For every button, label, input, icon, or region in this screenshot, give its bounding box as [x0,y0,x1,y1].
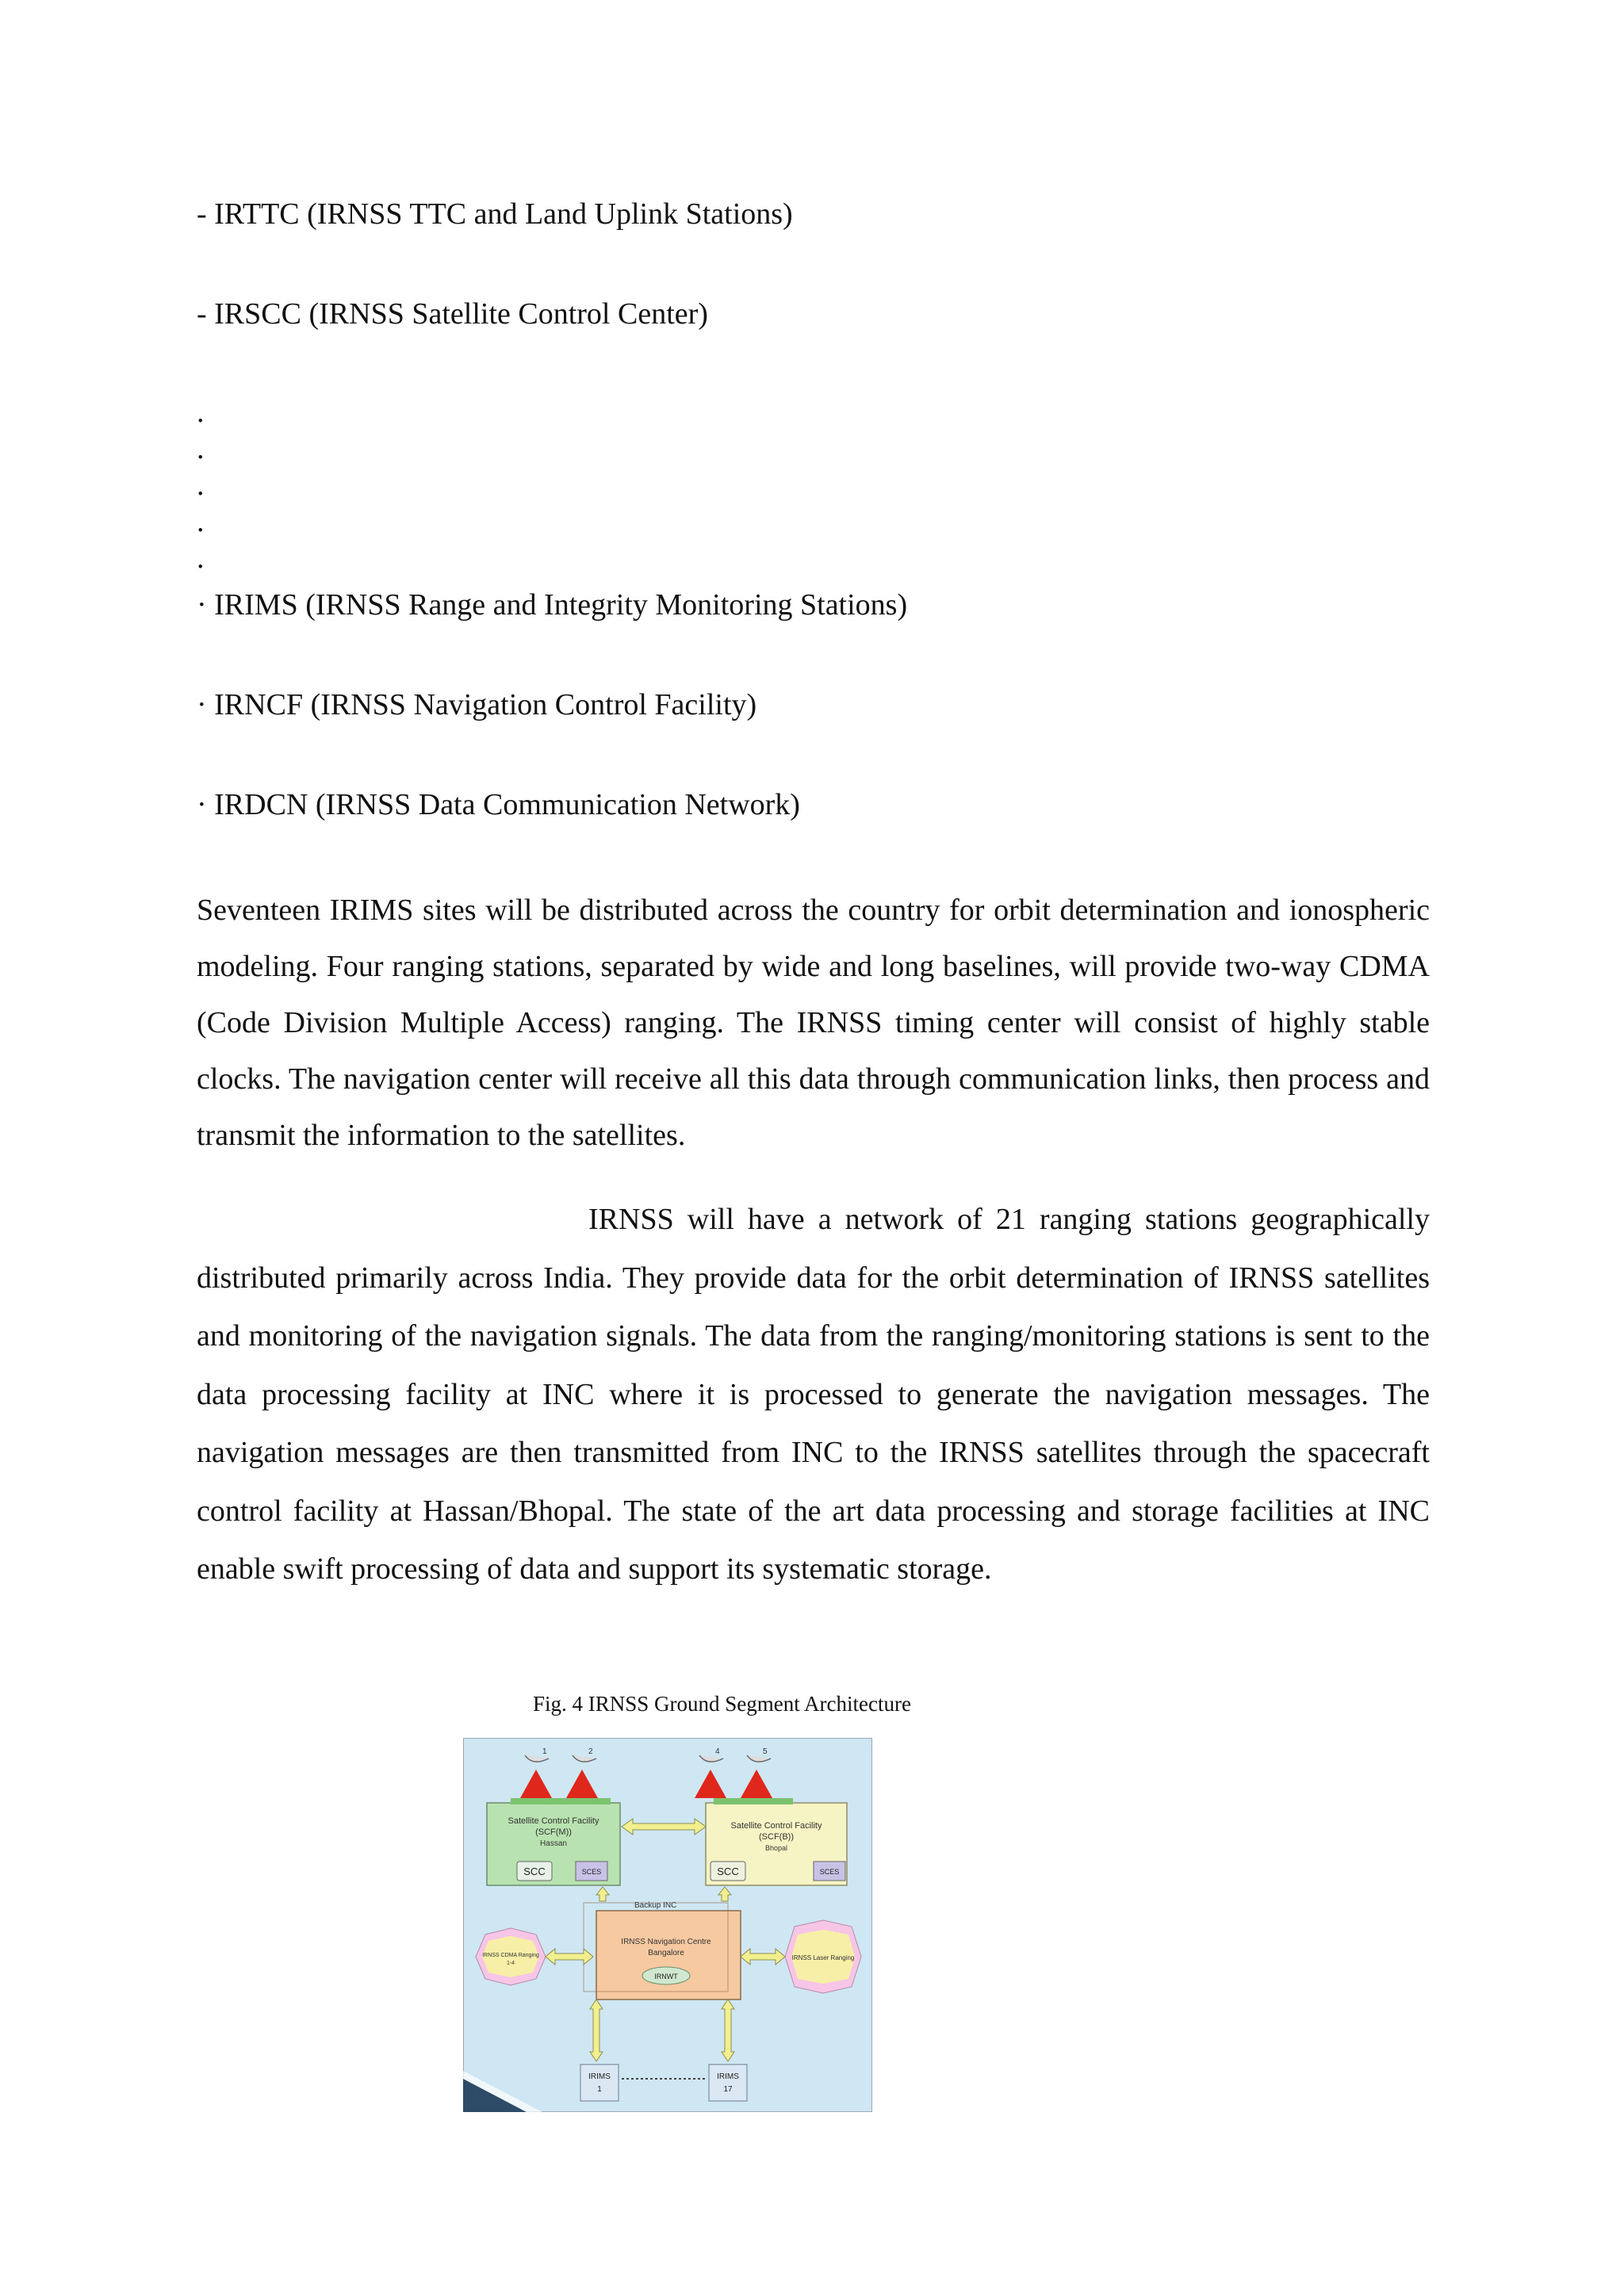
svg-text:IRIMS: IRIMS [717,2072,739,2081]
svg-text:Backup INC: Backup INC [634,1901,677,1910]
list-item-irdcn: · IRDCN (IRNSS Data Communication Network) [197,788,800,821]
list-item-irttc: - IRTTC (IRNSS TTC and Land Uplink Stations) [197,197,793,231]
svg-text:Bhopal: Bhopal [764,1844,788,1852]
list-item-irscc: - IRSCC (IRNSS Satellite Control Center) [197,297,708,331]
ellipsis-dot: . [197,432,205,465]
svg-text:IRNSS CDMA Ranging: IRNSS CDMA Ranging [482,1953,539,1958]
paragraph-irims-sites: Seventeen IRIMS sites will be distributed across the country for orbit determination and ionospheric modeling. Four ranging stations, separated by wide and long baselines, will provide two-way CDMA (Code Division Multiple Access) ranging. The IRNSS timing center will consist of highly stable clocks. The navigation center will receive all this data through communication links, then process and transmit the information to the satellites. [197,894,1430,1152]
svg-text:IRNSS Navigation Centre: IRNSS Navigation Centre [621,1938,711,1946]
list-item-irims: · IRIMS (IRNSS Range and Integrity Monitoring Stations) [197,588,908,622]
inc-box [584,1901,741,1999]
ellipsis-dot: . [197,505,205,538]
svg-text:Bangalore: Bangalore [648,1949,684,1957]
svg-text:1: 1 [597,2085,602,2094]
svg-text:SCC: SCC [523,1866,546,1877]
figure-caption: Fig. 4 IRNSS Ground Segment Architecture [533,1692,911,1716]
svg-text:SCES: SCES [819,1868,840,1876]
svg-text:5: 5 [763,1747,768,1756]
ground-segment-diagram [463,1738,872,2112]
svg-text:IRIMS: IRIMS [588,2072,611,2081]
ellipsis-dot: . [197,396,205,429]
laser-ranging-octagon [785,1920,861,1993]
svg-text:(SCF(M)): (SCF(M)) [535,1827,572,1837]
svg-text:1: 1 [542,1747,547,1756]
svg-text:SCES: SCES [581,1868,602,1876]
scf-bhopal-box [706,1798,847,1885]
svg-text:1-4: 1-4 [506,1961,515,1966]
svg-text:Satellite Control Facility: Satellite Control Facility [730,1821,822,1831]
ellipsis-dot: . [197,469,205,502]
scf-hassan-box [487,1798,620,1885]
cdma-ranging-octagon [476,1928,546,1985]
ellipsis-dot: . [197,541,205,575]
irims-1-box [580,2064,619,2101]
list-item-irncf: · IRNCF (IRNSS Navigation Control Facility) [197,688,757,721]
svg-text:2: 2 [588,1747,593,1756]
svg-text:IRNWT: IRNWT [654,1973,678,1980]
paragraph-ranging-stations [197,1191,1430,1599]
svg-text:Hassan: Hassan [540,1839,567,1848]
paragraph-ranging-text: IRNSS will have a network of 21 ranging stations geographically distributed primarily across India. They provide data for the orbit determination of IRNSS satellites and monitoring of the navigation signals. The data from the ranging/monitoring stations is sent to the data processing facility at INC where it is processed to generate the navigation messages. The navigation messages are then transmitted from INC to the IRNSS satellites through the spacecraft control facility at Hassan/Bhopal. The state of the art data processing and storage facilities at INC enable swift processing of data and support its systematic storage. [197,1203,1430,1586]
svg-text:4: 4 [715,1747,720,1756]
svg-text:(SCF(B)): (SCF(B)) [759,1832,794,1842]
irims-17-box [709,2064,747,2101]
svg-text:SCC: SCC [717,1866,739,1877]
svg-text:17: 17 [723,2085,733,2094]
svg-text:Satellite Control Facility: Satellite Control Facility [508,1816,599,1826]
svg-text:IRNSS Laser Ranging: IRNSS Laser Ranging [791,1954,855,1961]
